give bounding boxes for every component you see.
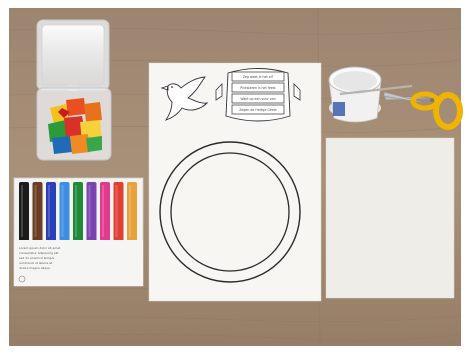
marker-highlight — [102, 185, 104, 237]
banner-line: Zegen de Heilige Geest — [239, 108, 277, 112]
marker-highlight — [62, 185, 64, 237]
marker-box-line: Lorem ipsum dolor sit amet — [19, 246, 61, 250]
marker-highlight — [89, 185, 91, 237]
marker-box — [14, 178, 143, 286]
marker-set — [19, 182, 137, 242]
paper-sheet — [149, 63, 321, 301]
banner-line: Pinksteren is het feest — [240, 86, 276, 90]
banner-scroll — [216, 69, 300, 122]
marker-pen — [127, 182, 137, 242]
marker-pen — [60, 182, 70, 242]
marker-pen — [19, 182, 29, 242]
marker-highlight — [116, 185, 118, 237]
marker-box-line: consectetur adipiscing elit — [19, 251, 59, 255]
marker-pen — [46, 182, 56, 242]
marker-pen — [87, 182, 97, 242]
marker-pen — [100, 182, 110, 242]
tissue-paper — [326, 138, 454, 298]
banner-line: Want op een vuur van — [240, 97, 276, 101]
marker-highlight — [35, 185, 37, 237]
marker-pen — [33, 182, 43, 242]
marker-highlight — [48, 185, 50, 237]
marker-box-line: sed do eiusmod tempor — [19, 256, 55, 260]
marker-pen — [73, 182, 83, 242]
marker-highlight — [21, 185, 23, 237]
marker-box-line: incididunt ut labore et — [19, 261, 53, 265]
banner-line: Zeg weet je het al? — [242, 75, 274, 79]
plastic-box — [37, 20, 111, 160]
marker-box-line: dolore magna aliqua — [19, 266, 50, 270]
marker-highlight — [129, 185, 131, 237]
marker-pen — [114, 182, 124, 242]
marker-highlight — [75, 185, 77, 237]
